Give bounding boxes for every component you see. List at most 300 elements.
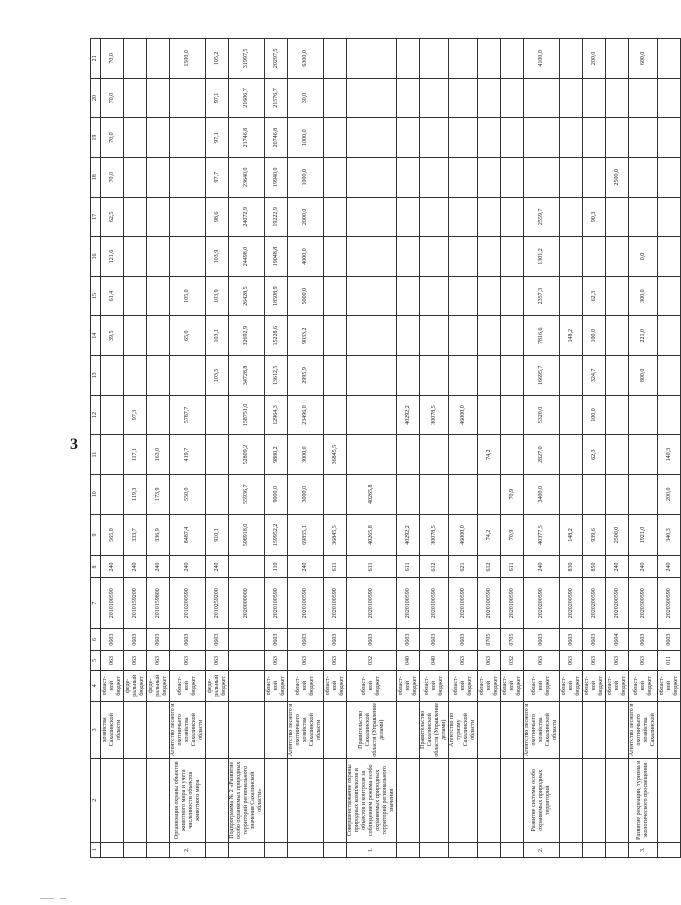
year-3-cell: 5787,7: [170, 395, 206, 435]
year-2-cell: 419,7: [170, 435, 206, 475]
funding-source-cell: област-ной бюджет: [347, 670, 397, 701]
year-7-cell: [658, 237, 681, 277]
year-1-cell: 55936,7: [229, 474, 265, 514]
total-amount-cell: 40377,5: [524, 514, 560, 556]
target-article-cell: 2020100590: [478, 578, 501, 629]
year-3-cell: [560, 395, 583, 435]
year-3-cell: 12964,3: [265, 395, 288, 435]
year-11-cell: 70,0: [101, 78, 124, 118]
row-number-cell: [124, 842, 147, 857]
column-number: 11: [91, 435, 101, 475]
year-12-cell: 31997,5: [229, 39, 265, 79]
year-2-cell: [606, 435, 629, 475]
section-code-cell: 0603: [560, 629, 583, 651]
grbs-code-cell: 032: [501, 651, 524, 671]
year-10-cell: [629, 118, 658, 158]
year-11-cell: [560, 78, 583, 118]
year-1-cell: 200,0: [658, 474, 681, 514]
year-7-cell: 19048,8: [265, 237, 288, 277]
row-number-cell: [101, 842, 124, 857]
year-9-cell: [124, 157, 147, 197]
table-row: [347, 39, 397, 858]
year-11-cell: 30,0: [288, 78, 324, 118]
section-code-cell: 0603: [288, 629, 324, 651]
year-5-cell: 32692,9: [229, 316, 265, 356]
total-amount-cell: 40292,2: [397, 514, 420, 556]
year-12-cell: [658, 39, 681, 79]
table-row: [147, 39, 170, 858]
row-number-cell: [606, 842, 629, 857]
grbs-code-cell: 040: [420, 651, 449, 671]
row-number-cell: [288, 842, 324, 857]
funding-source-cell: област-ной бюджет: [629, 670, 658, 701]
year-4-cell: [658, 356, 681, 396]
total-amount-cell: 508918,0: [229, 514, 265, 556]
year-10-cell: [524, 118, 560, 158]
section-code-cell: 0603: [658, 629, 681, 651]
year-1-cell: 70,9: [501, 474, 524, 514]
section-code-cell: 0603: [324, 629, 347, 651]
measure-name-cell: [420, 758, 449, 842]
target-article-cell: 2020100590: [397, 578, 420, 629]
funding-source-cell: област-ной бюджет: [397, 670, 420, 701]
measure-name-cell: Развитие системы особо охраняемых природных территорий: [524, 758, 560, 842]
responsible-executor-cell: [583, 701, 606, 758]
year-2-cell: [397, 435, 420, 475]
year-5-cell: [658, 316, 681, 356]
funding-source-cell: [229, 670, 265, 701]
column-number: 7: [91, 578, 101, 629]
measure-name-cell: [606, 758, 629, 842]
year-1-cell: 3000,0: [288, 474, 324, 514]
year-3-cell: [324, 395, 347, 435]
grbs-code-cell: 063: [265, 651, 288, 671]
grbs-code-cell: 063: [288, 651, 324, 671]
table-row: [265, 39, 288, 858]
column-number: 13: [91, 356, 101, 396]
year-7-cell: 0,0: [629, 237, 658, 277]
year-11-cell: [147, 78, 170, 118]
row-number-cell: [147, 842, 170, 857]
year-10-cell: [147, 118, 170, 158]
target-article-cell: 2020100590: [347, 578, 397, 629]
year-4-cell: [397, 356, 420, 396]
year-12-cell: 600,0: [629, 39, 658, 79]
year-10-cell: [124, 118, 147, 158]
year-11-cell: [397, 78, 420, 118]
responsible-executor-cell: [658, 701, 681, 758]
year-1-cell: 119,3: [124, 474, 147, 514]
year-6-cell: [501, 276, 524, 316]
year-7-cell: 4000,0: [288, 237, 324, 277]
measure-name-cell: [583, 758, 606, 842]
year-2-cell: [101, 435, 124, 475]
year-8-cell: [560, 197, 583, 237]
budget-table-sheet: [90, 38, 679, 858]
table-row: [629, 39, 658, 858]
year-3-cell: [658, 395, 681, 435]
table-row: [229, 39, 265, 858]
measure-name-cell: [124, 758, 147, 842]
total-amount-cell: 159952,2: [265, 514, 288, 556]
section-code-cell: 0603: [629, 629, 658, 651]
responsible-executor-cell: [229, 701, 265, 758]
total-amount-cell: 70,9: [501, 514, 524, 556]
year-12-cell: [560, 39, 583, 79]
year-3-cell: [147, 395, 170, 435]
year-4-cell: 103,5: [206, 356, 229, 396]
year-9-cell: [560, 157, 583, 197]
year-4-cell: [347, 356, 397, 396]
year-11-cell: [524, 78, 560, 118]
year-5-cell: 221,0: [629, 316, 658, 356]
responsible-executor-cell: [147, 701, 170, 758]
measure-name-cell: [288, 758, 324, 842]
year-6-cell: [147, 276, 170, 316]
year-8-cell: [324, 197, 347, 237]
responsible-executor-cell: [324, 701, 347, 758]
year-11-cell: 21576,7: [265, 78, 288, 118]
year-12-cell: [397, 39, 420, 79]
year-11-cell: [449, 78, 478, 118]
year-6-cell: [347, 276, 397, 316]
column-number: 17: [91, 197, 101, 237]
grbs-code-cell: 063: [583, 651, 606, 671]
year-5-cell: 65,0: [170, 316, 206, 356]
measure-name-cell: [501, 758, 524, 842]
section-code-cell: 0603: [101, 629, 124, 651]
expense-type-cell: 240: [629, 556, 658, 578]
measure-name-cell: [101, 758, 124, 842]
year-7-cell: [170, 237, 206, 277]
year-4-cell: [501, 356, 524, 396]
responsible-executor-cell: [265, 701, 288, 758]
year-5-cell: [324, 316, 347, 356]
year-3-cell: [501, 395, 524, 435]
total-amount-cell: 74,2: [478, 514, 501, 556]
column-number: 2: [91, 758, 101, 842]
row-number-cell: [420, 842, 449, 857]
responsible-executor-cell: [560, 701, 583, 758]
year-6-cell: [606, 276, 629, 316]
year-6-cell: [124, 276, 147, 316]
total-amount-cell: 46000,0: [449, 514, 478, 556]
row-number-cell: [560, 842, 583, 857]
measure-name-cell: [478, 758, 501, 842]
expense-type-cell: 621: [449, 556, 478, 578]
year-12-cell: [606, 39, 629, 79]
section-code-cell: 0603: [420, 629, 449, 651]
year-8-cell: [420, 197, 449, 237]
grbs-code-cell: 063: [324, 651, 347, 671]
year-9-cell: 19940,0: [265, 157, 288, 197]
year-4-cell: [449, 356, 478, 396]
responsible-executor-cell: [397, 701, 420, 758]
year-7-cell: [478, 237, 501, 277]
section-code-cell: 0603: [449, 629, 478, 651]
funding-source-cell: феде-ральный бюджет: [147, 670, 170, 701]
row-number-cell: 3.: [629, 842, 658, 857]
table-body: [101, 39, 681, 858]
section-code-cell: 0603: [524, 629, 560, 651]
total-amount-cell: 148,2: [560, 514, 583, 556]
year-4-cell: [606, 356, 629, 396]
grbs-code-cell: 063: [101, 651, 124, 671]
year-12-cell: [449, 39, 478, 79]
section-code-cell: 0705: [478, 629, 501, 651]
year-4-cell: [478, 356, 501, 396]
year-12-cell: 200,0: [583, 39, 606, 79]
year-2-cell: 2827,0: [524, 435, 560, 475]
year-8-cell: 2559,7: [524, 197, 560, 237]
column-number: 5: [91, 651, 101, 671]
page-number: 3: [70, 436, 78, 453]
row-number-cell: 2.: [524, 842, 560, 857]
year-10-cell: [583, 118, 606, 158]
measure-name-cell: Организация охраны объектов животного мира и учета численности объектов животного мира: [170, 758, 206, 842]
year-11-cell: [124, 78, 147, 118]
year-8-cell: [147, 197, 170, 237]
grbs-code-cell: 063: [124, 651, 147, 671]
year-12-cell: 6300,0: [288, 39, 324, 79]
year-6-cell: 105,0: [170, 276, 206, 316]
total-amount-cell: 333,7: [124, 514, 147, 556]
year-3-cell: [606, 395, 629, 435]
table-row: [524, 39, 560, 858]
grbs-code-cell: 063: [524, 651, 560, 671]
total-amount-cell: 340,3: [658, 514, 681, 556]
expense-type-cell: 612: [420, 556, 449, 578]
grbs-code-cell: 063: [606, 651, 629, 671]
year-9-cell: 97,7: [206, 157, 229, 197]
column-number: 15: [91, 276, 101, 316]
year-6-cell: 18508,9: [265, 276, 288, 316]
year-9-cell: [658, 157, 681, 197]
year-10-cell: [324, 118, 347, 158]
year-9-cell: 23640,0: [229, 157, 265, 197]
table-row: [478, 39, 501, 858]
year-11-cell: [478, 78, 501, 118]
year-4-cell: 800,0: [629, 356, 658, 396]
row-number-cell: [206, 842, 229, 857]
responsible-executor-cell: Агентство лесного и охотничьего хозяйства Сахалинской области: [524, 701, 560, 758]
column-number: 10: [91, 474, 101, 514]
year-10-cell: [478, 118, 501, 158]
table-row: [501, 39, 524, 858]
year-10-cell: [170, 118, 206, 158]
year-7-cell: [583, 237, 606, 277]
year-11-cell: [501, 78, 524, 118]
expense-type-cell: 240: [606, 556, 629, 578]
year-3-cell: 30078,5: [420, 395, 449, 435]
measure-name-cell: Совершенствование охраны природных комплексов и объектов и контроля за соблюдением режима особо охраняемых природных территорий регионального значения: [347, 758, 397, 842]
section-code-cell: 0603: [397, 629, 420, 651]
row-number-cell: 1.: [347, 842, 397, 857]
year-11-cell: [324, 78, 347, 118]
year-3-cell: 23496,0: [288, 395, 324, 435]
year-3-cell: 158751,0: [229, 395, 265, 435]
year-1-cell: [397, 474, 420, 514]
year-10-cell: 97,1: [206, 118, 229, 158]
section-code-cell: [229, 629, 265, 651]
year-8-cell: 62,5: [101, 197, 124, 237]
year-3-cell: 97,3: [124, 395, 147, 435]
target-article-cell: 2020200590: [524, 578, 560, 629]
column-number: 12: [91, 395, 101, 435]
year-5-cell: 103,1: [206, 316, 229, 356]
year-7-cell: [397, 237, 420, 277]
year-2-cell: [629, 435, 658, 475]
target-article-cell: 2020100590: [501, 578, 524, 629]
year-9-cell: [583, 157, 606, 197]
year-5-cell: [347, 316, 397, 356]
year-3-cell: [347, 395, 397, 435]
year-2-cell: [206, 435, 229, 475]
year-11-cell: [606, 78, 629, 118]
year-8-cell: [606, 197, 629, 237]
total-amount-cell: 40265,8: [347, 514, 397, 556]
year-12-cell: 105,2: [206, 39, 229, 79]
year-10-cell: [658, 118, 681, 158]
year-11-cell: [420, 78, 449, 118]
table-row: [288, 39, 324, 858]
year-12-cell: 1500,0: [170, 39, 206, 79]
target-article-cell: 2020300590: [658, 578, 681, 629]
responsible-executor-cell: Правительство Сахалинской области (Управление делами): [347, 701, 397, 758]
year-6-cell: 103,9: [206, 276, 229, 316]
responsible-executor-cell: [206, 701, 229, 758]
year-9-cell: [347, 157, 397, 197]
column-number: 8: [91, 556, 101, 578]
year-6-cell: [420, 276, 449, 316]
year-5-cell: 148,2: [560, 316, 583, 356]
year-8-cell: 2000,0: [288, 197, 324, 237]
year-7-cell: 121,6: [101, 237, 124, 277]
year-9-cell: [524, 157, 560, 197]
target-article-cell: 2020100590: [324, 578, 347, 629]
grbs-code-cell: 063: [147, 651, 170, 671]
table-row: [170, 39, 206, 858]
total-amount-cell: 8487,4: [170, 514, 206, 556]
row-number-cell: [583, 842, 606, 857]
year-2-cell: [501, 435, 524, 475]
year-8-cell: [501, 197, 524, 237]
expense-type-cell: 611: [501, 556, 524, 578]
section-code-cell: 0604: [606, 629, 629, 651]
year-10-cell: [397, 118, 420, 158]
year-8-cell: [347, 197, 397, 237]
year-2-cell: 62,3: [583, 435, 606, 475]
year-1-cell: 9000,0: [265, 474, 288, 514]
year-6-cell: 62,3: [583, 276, 606, 316]
total-amount-cell: 910,1: [206, 514, 229, 556]
year-4-cell: 16695,7: [524, 356, 560, 396]
year-12-cell: 20297,5: [265, 39, 288, 79]
responsible-executor-cell: Агентство лесного и охотничьего хозяйства Сахалинской области: [170, 701, 206, 758]
year-4-cell: 2995,9: [288, 356, 324, 396]
year-1-cell: 173,9: [147, 474, 170, 514]
target-article-cell: 2010159200: [124, 578, 147, 629]
total-amount-cell: 1921,0: [629, 514, 658, 556]
table-row: [420, 39, 449, 858]
measure-name-cell: [265, 758, 288, 842]
year-5-cell: [420, 316, 449, 356]
expense-type-cell: 611: [324, 556, 347, 578]
year-12-cell: [420, 39, 449, 79]
year-11-cell: 97,1: [206, 78, 229, 118]
column-number-row: [91, 39, 101, 858]
year-9-cell: 1000,0: [288, 157, 324, 197]
year-2-cell: 3000,0: [288, 435, 324, 475]
year-7-cell: [449, 237, 478, 277]
responsible-executor-cell: Агентство по туризму Сахалинской области: [449, 701, 478, 758]
grbs-code-cell: 063: [478, 651, 501, 671]
year-12-cell: [501, 39, 524, 79]
section-code-cell: 0603: [265, 629, 288, 651]
year-3-cell: [206, 395, 229, 435]
year-6-cell: [397, 276, 420, 316]
total-amount-cell: 565,0: [101, 514, 124, 556]
funding-source-cell: област-ной бюджет: [420, 670, 449, 701]
year-4-cell: [324, 356, 347, 396]
row-number-cell: [324, 842, 347, 857]
row-number-cell: 2.: [170, 842, 206, 857]
expense-type-cell: 240: [206, 556, 229, 578]
row-number-cell: [449, 842, 478, 857]
year-12-cell: 4100,0: [524, 39, 560, 79]
year-2-cell: 74,2: [478, 435, 501, 475]
year-3-cell: 5320,0: [524, 395, 560, 435]
year-10-cell: 70,0: [101, 118, 124, 158]
year-2-cell: 9880,2: [265, 435, 288, 475]
responsible-executor-cell: хозяйства Сахалинской области: [101, 701, 124, 758]
year-11-cell: [583, 78, 606, 118]
measure-name-cell: [449, 758, 478, 842]
column-number: 14: [91, 316, 101, 356]
scan-mark: [40, 898, 54, 899]
year-4-cell: [101, 356, 124, 396]
year-8-cell: 98,6: [206, 197, 229, 237]
year-8-cell: [449, 197, 478, 237]
expense-type-cell: 240: [124, 556, 147, 578]
year-9-cell: [501, 157, 524, 197]
expense-type-cell: 611: [397, 556, 420, 578]
column-number: 4: [91, 670, 101, 701]
year-6-cell: [449, 276, 478, 316]
table-row: [324, 39, 347, 858]
table-row: [658, 39, 681, 858]
responsible-executor-cell: [124, 701, 147, 758]
funding-source-cell: област-ной бюджет: [170, 670, 206, 701]
year-5-cell: 39,5: [101, 316, 124, 356]
section-code-cell: 0603: [124, 629, 147, 651]
measure-name-cell: Подпрограмма № 2 «Развитие особо охраняемых природных территорий регионального значения Сахалинской области»: [229, 758, 265, 842]
year-9-cell: [629, 157, 658, 197]
expense-type-cell: 850: [583, 556, 606, 578]
funding-source-cell: област-ной бюджет: [449, 670, 478, 701]
total-amount-cell: 939,6: [583, 514, 606, 556]
responsible-executor-cell: [501, 701, 524, 758]
grbs-code-cell: 063: [449, 651, 478, 671]
year-6-cell: 2357,3: [524, 276, 560, 316]
target-article-cell: 2020200590: [560, 578, 583, 629]
year-10-cell: [606, 118, 629, 158]
funding-source-cell: феде-ральный бюджет: [124, 670, 147, 701]
responsible-executor-cell: Правительство Сахалинской области (Управление делами): [420, 703, 447, 757]
row-number-cell: [229, 842, 265, 857]
grbs-code-cell: 063: [206, 651, 229, 671]
year-9-cell: [147, 157, 170, 197]
